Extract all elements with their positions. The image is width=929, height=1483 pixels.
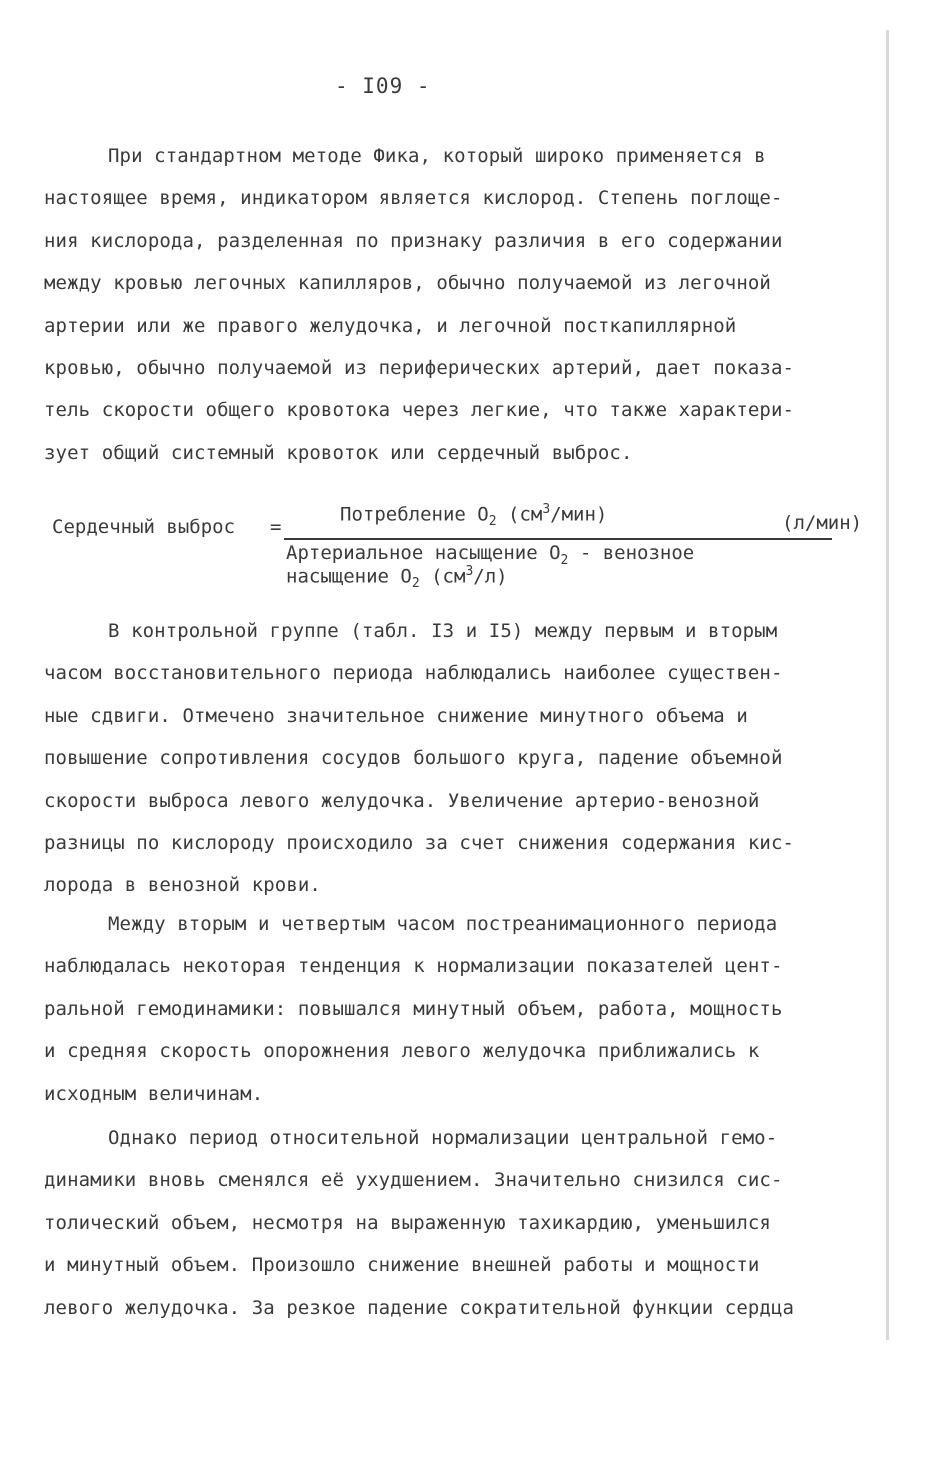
text-line: тель скорости общего кровотока через легкие, что также характери- (44, 399, 795, 422)
text-line: Однако период относительной нормализации центральной гемо- (108, 1127, 778, 1149)
formula-equals: = (270, 516, 282, 538)
text-line: левого желудочка. За резкое падение сократительной функции сердца (44, 1296, 795, 1319)
text-line: ния кислорода, разделенная по признаку различия в его содержании (44, 229, 783, 252)
text-line: ные сдвиги. Отмечено значительное снижение минутного объема и (44, 704, 748, 727)
text-line: повышение сопротивления сосудов большого круга, падение объемной (44, 747, 783, 770)
text-line: артерии или же правого желудочка, и легочной посткапиллярной (44, 314, 737, 337)
formula-denominator-line2: насыщение $O_2$ $(см^3/л)$ (286, 564, 508, 592)
text-line: зует общий системный кровоток или сердечный выброс. (44, 441, 633, 464)
paragraph-control-group (44, 610, 794, 907)
text-line: При стандартном методе Фика, который широко применяется в (108, 145, 766, 167)
fraction-bar (284, 538, 832, 540)
text-line: В контрольной группе (табл. I3 и I5) между первым и вторым (108, 620, 778, 642)
formula-result-unit: (л/мин) (782, 512, 863, 534)
paragraph-fick-method (44, 135, 794, 474)
text-line: часом восстановительного периода наблюдались наиболее существен- (44, 662, 783, 685)
text-line: скорости выброса левого желудочка. Увеличение артерио-венозной (44, 789, 760, 812)
cardiac-output-formula (52, 496, 882, 596)
text-line: лорода в венозной крови. (44, 874, 321, 897)
text-line: Между вторым и четвертым часом постреанимационного периода (108, 913, 778, 935)
text-line: и минутный объем. Произошло снижение внешней работы и мощности (44, 1254, 760, 1277)
text-line: между кровью легочных капилляров, обычно получаемой из легочной (44, 272, 771, 295)
text-line: динамики вновь сменялся её ухудшением. Значительно снизился сис- (44, 1169, 783, 1192)
text-line: кровью, обычно получаемой из периферических артерий, дает показа- (44, 356, 795, 379)
formula-denominator-line1: Артериальное насыщение $O_2$ - венозное (286, 542, 695, 568)
text-line: разницы по кислороду происходило за счет снижения содержания кис- (44, 831, 795, 854)
formula-label: Сердечный выброс (52, 516, 236, 538)
page-edge (886, 30, 889, 1340)
text-line: и средняя скорость опорожнения левого желудочка приближались к (44, 1040, 760, 1063)
formula-numerator: Потребление $O_2$ $(см^3/мин)$ (340, 502, 608, 530)
paragraph-deterioration (44, 1117, 794, 1329)
text-line: исходным величинам. (44, 1082, 264, 1105)
text-line: ральной гемодинамики: повышался минутный объем, работа, мощность (44, 997, 783, 1020)
page-number: - I09 - (335, 74, 431, 98)
paragraph-second-fourth-hour (44, 903, 783, 1115)
text-line: настоящее время, индикатором является кислород. Степень поглоще- (44, 187, 783, 210)
text-line: толический объем, несмотря на выраженную тахикардию, уменьшился (44, 1211, 771, 1234)
text-line: наблюдалась некоторая тенденция к нормализации показателей цент- (44, 955, 783, 978)
